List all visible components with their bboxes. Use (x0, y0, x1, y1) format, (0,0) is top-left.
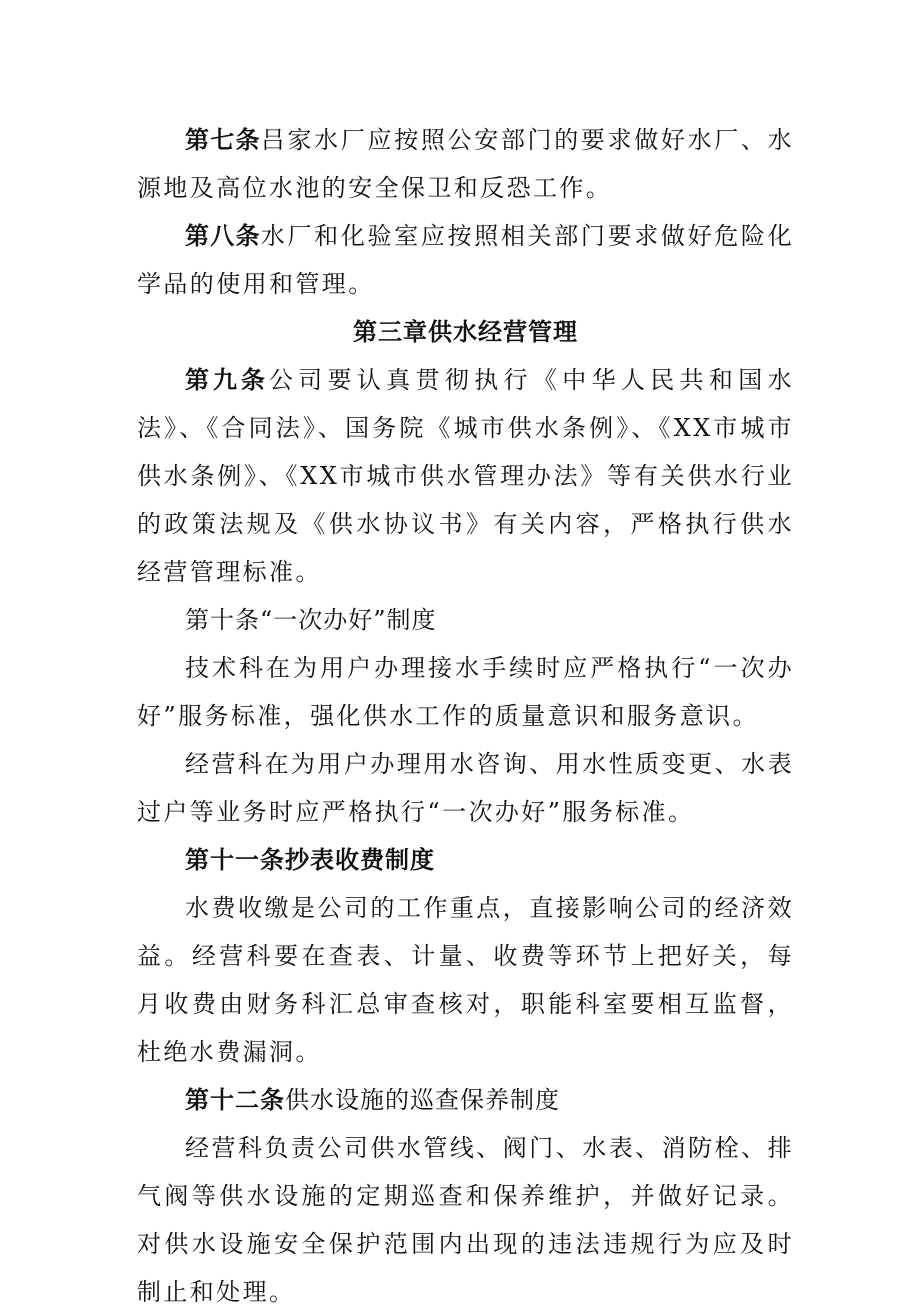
article-7-text: 吕家水厂应按照公安部门的要求做好水厂、水源地及高位水池的安全保卫和反恐工作。 (137, 126, 795, 202)
article-12-paragraph-1: 经营科负责公司供水管线、阀门、水表、消防栓、排气阀等供水设施的定期巡查和保养维护，并做好记录。对供水设施安全保护范围内出现的违法违规行为应及时制止和处理。 (137, 1134, 794, 1306)
article-7 (137, 116, 794, 212)
article-10-heading (137, 596, 794, 644)
chapter-3-heading: 第三章供水经营管理 (353, 318, 578, 346)
article-7-label: 第七条 (185, 126, 261, 154)
article-11-heading: 第十一条抄表收费制度 (185, 846, 435, 874)
article-10-title: “一次办好”制度 (260, 606, 437, 634)
document-body (137, 116, 794, 1316)
article-10-paragraph-1: 技术科在为用户办理接水手续时应严格执行“一次办好”服务标准，强化供水工作的质量意识和服务意识。 (137, 654, 794, 730)
article-9-label: 第九条 (185, 366, 269, 394)
article-11-paragraph-1: 水费收缴是公司的工作重点，直接影响公司的经济效益。经营科要在查表、计量、收费等环节上把好关，每月收费由财务科汇总审查核对，职能科室要相互监督，杜绝水费漏洞。 (137, 894, 794, 1066)
article-12-label: 第十二条 (185, 1086, 285, 1114)
article-8-label: 第八条 (185, 222, 261, 250)
article-8-text: 水厂和化验室应按照相关部门要求做好危险化学品的使用和管理。 (137, 222, 795, 298)
article-12-heading (137, 1076, 794, 1124)
article-10-paragraph-2: 经营科在为用户办理用水咨询、用水性质变更、水表过户等业务时应严格执行“一次办好”服务标准。 (137, 750, 794, 826)
article-10-label: 第十条 (185, 606, 260, 634)
article-12-title: 供水设施的巡查保养制度 (285, 1086, 560, 1114)
article-8 (137, 212, 794, 308)
article-9-text: 公司要认真贯彻执行《中华人民共和国水法》、《合同法》、国务院《城市供水条例》、《XX市城市供水条例》、《XX市城市供水管理办法》等有关供水行业的政策法规及《供水协议书》有关内容，严格执行供水经营管理标准。 (137, 366, 795, 586)
article-9 (137, 356, 794, 596)
